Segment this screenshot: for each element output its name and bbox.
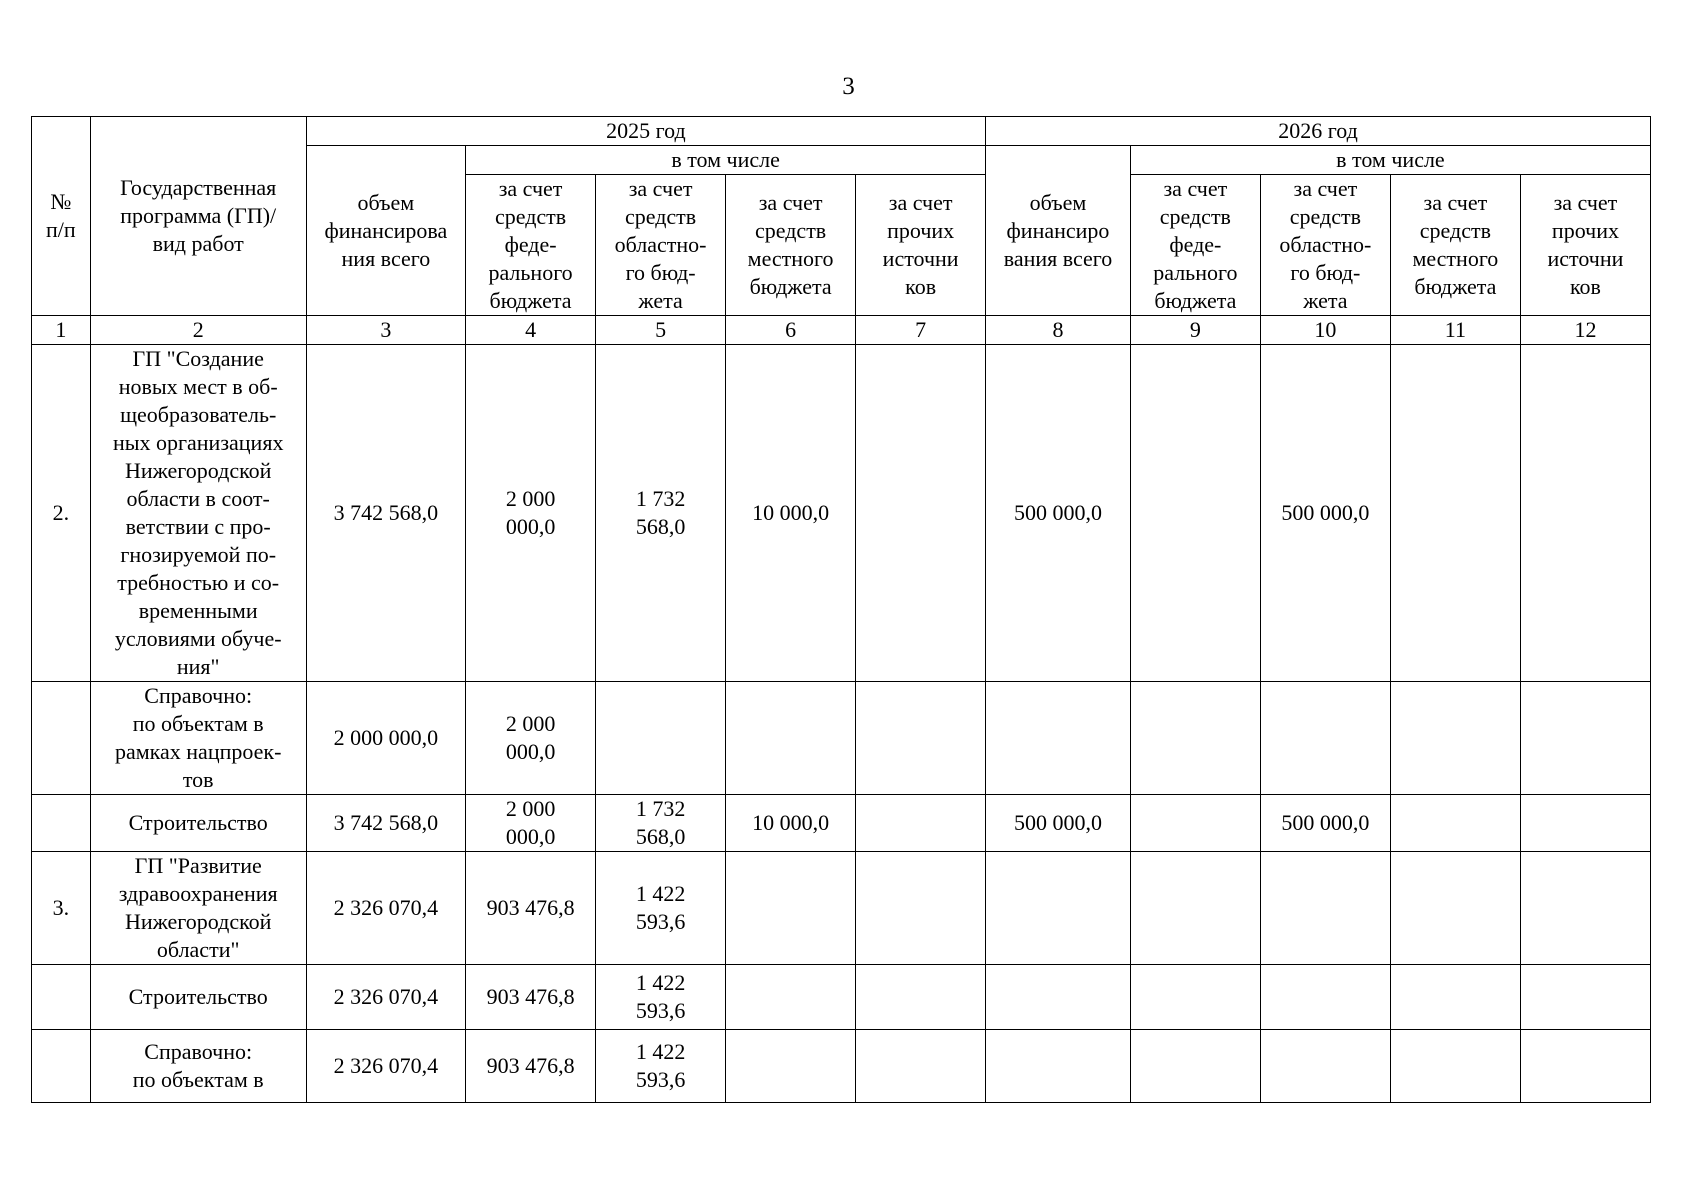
program-name-cell: ГП "Создание новых мест в об- щеобразователь- ных организациях Нижегородской области в соот- ветствии с про- гнозируемой по- требностью и со- временными условиями обуче- ния" (90, 345, 306, 682)
header-federal-2026: за счет средств феде- рального бюджета (1130, 175, 1260, 316)
amount-cell: 10 000,0 (726, 345, 856, 682)
amount-cell (1130, 345, 1260, 682)
header-program: Государственная программа (ГП)/ вид работ (90, 117, 306, 316)
amount-cell: 500 000,0 (1260, 345, 1390, 682)
amount-cell (1260, 682, 1390, 795)
column-number: 10 (1260, 316, 1390, 345)
row-number-cell (32, 795, 91, 852)
amount-cell (1260, 852, 1390, 965)
header-year-2025: 2025 год (306, 117, 985, 146)
amount-cell (856, 1030, 986, 1103)
amount-cell: 2 000 000,0 (306, 682, 465, 795)
header-local-2025: за счет средств местного бюджета (726, 175, 856, 316)
amount-cell: 3 742 568,0 (306, 795, 465, 852)
amount-cell: 903 476,8 (466, 1030, 596, 1103)
amount-cell (986, 682, 1131, 795)
column-number: 9 (1130, 316, 1260, 345)
amount-cell: 903 476,8 (466, 965, 596, 1030)
amount-cell: 1 422 593,6 (596, 852, 726, 965)
header-federal-2025: за счет средств феде- рального бюджета (466, 175, 596, 316)
header-regional-2026: за счет средств областно- го бюд- жета (1260, 175, 1390, 316)
program-name-cell: Строительство (90, 795, 306, 852)
amount-cell: 2 326 070,4 (306, 1030, 465, 1103)
amount-cell (1260, 1030, 1390, 1103)
amount-cell (856, 852, 986, 965)
amount-cell: 903 476,8 (466, 852, 596, 965)
program-name-cell: ГП "Развитие здравоохранения Нижегородской области" (90, 852, 306, 965)
amount-cell (1390, 795, 1520, 852)
header-including-2026: в том числе (1130, 146, 1650, 175)
amount-cell: 1 732 568,0 (596, 795, 726, 852)
table-body (32, 345, 1651, 1103)
amount-cell: 2 000 000,0 (466, 795, 596, 852)
amount-cell (1520, 345, 1650, 682)
amount-cell: 2 326 070,4 (306, 852, 465, 965)
amount-cell (986, 852, 1131, 965)
amount-cell (856, 965, 986, 1030)
table-row (32, 345, 1651, 682)
amount-cell (1520, 852, 1650, 965)
header-total-2026: объем финансиро вания всего (986, 146, 1131, 316)
header-regional-2025: за счет средств областно- го бюд- жета (596, 175, 726, 316)
header-including-2025: в том числе (466, 146, 986, 175)
amount-cell (726, 682, 856, 795)
amount-cell (1130, 965, 1260, 1030)
amount-cell (1130, 1030, 1260, 1103)
amount-cell (1130, 795, 1260, 852)
program-name-cell: Справочно: по объектам в (90, 1030, 306, 1103)
amount-cell: 500 000,0 (986, 795, 1131, 852)
header-num: № п/п (32, 117, 91, 316)
header-other-2025: за счет прочих источни ков (856, 175, 986, 316)
page-number: 3 (842, 73, 855, 100)
program-name-cell: Строительство (90, 965, 306, 1030)
header-total-2025: объем финансирова ния всего (306, 146, 465, 316)
amount-cell (1520, 965, 1650, 1030)
amount-cell (856, 795, 986, 852)
amount-cell: 1 422 593,6 (596, 1030, 726, 1103)
amount-cell (1390, 965, 1520, 1030)
amount-cell (1130, 852, 1260, 965)
amount-cell (986, 965, 1131, 1030)
amount-cell (1260, 965, 1390, 1030)
row-number-cell (32, 1030, 91, 1103)
amount-cell (1520, 682, 1650, 795)
row-number-cell (32, 965, 91, 1030)
column-numbers-row (32, 316, 1651, 345)
amount-cell: 1 422 593,6 (596, 965, 726, 1030)
header-row-years (32, 117, 1651, 146)
amount-cell (726, 1030, 856, 1103)
amount-cell (1390, 682, 1520, 795)
amount-cell: 10 000,0 (726, 795, 856, 852)
amount-cell (856, 682, 986, 795)
table-row (32, 1030, 1651, 1103)
column-number: 7 (856, 316, 986, 345)
table-row (32, 682, 1651, 795)
row-number-cell (32, 682, 91, 795)
amount-cell: 500 000,0 (1260, 795, 1390, 852)
column-number: 8 (986, 316, 1131, 345)
column-number: 1 (32, 316, 91, 345)
amount-cell (1390, 1030, 1520, 1103)
row-number-cell: 2. (32, 345, 91, 682)
amount-cell: 500 000,0 (986, 345, 1131, 682)
amount-cell (726, 852, 856, 965)
column-number: 6 (726, 316, 856, 345)
amount-cell: 2 000 000,0 (466, 682, 596, 795)
amount-cell (1520, 1030, 1650, 1103)
column-number: 12 (1520, 316, 1650, 345)
table-row (32, 852, 1651, 965)
amount-cell (856, 345, 986, 682)
header-other-2026: за счет прочих источни ков (1520, 175, 1650, 316)
column-number: 5 (596, 316, 726, 345)
amount-cell (1130, 682, 1260, 795)
amount-cell (726, 965, 856, 1030)
program-name-cell: Справочно: по объектам в рамках нацпроек- тов (90, 682, 306, 795)
amount-cell (986, 1030, 1131, 1103)
amount-cell (1390, 345, 1520, 682)
column-number: 3 (306, 316, 465, 345)
amount-cell: 2 326 070,4 (306, 965, 465, 1030)
financing-table (31, 116, 1651, 1103)
amount-cell: 3 742 568,0 (306, 345, 465, 682)
column-number: 11 (1390, 316, 1520, 345)
table-row (32, 795, 1651, 852)
column-number: 2 (90, 316, 306, 345)
row-number-cell: 3. (32, 852, 91, 965)
header-local-2026: за счет средств местного бюджета (1390, 175, 1520, 316)
table-row (32, 965, 1651, 1030)
amount-cell: 1 732 568,0 (596, 345, 726, 682)
amount-cell (1390, 852, 1520, 965)
column-number: 4 (466, 316, 596, 345)
amount-cell (1520, 795, 1650, 852)
header-year-2026: 2026 год (986, 117, 1651, 146)
amount-cell: 2 000 000,0 (466, 345, 596, 682)
amount-cell (596, 682, 726, 795)
